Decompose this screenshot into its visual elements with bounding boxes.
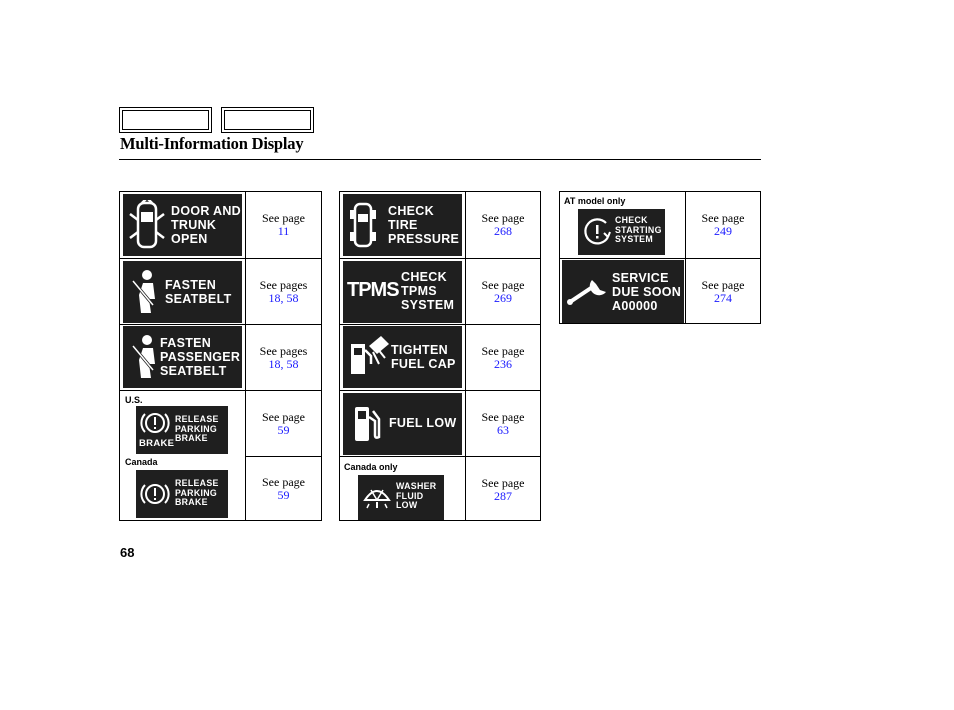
nav-button-1[interactable] — [119, 107, 212, 133]
icon-text: DOOR AND TRUNK OPEN — [171, 204, 241, 246]
page-link[interactable]: 18, 58 — [268, 291, 299, 305]
table-row — [120, 324, 321, 390]
indicator-table-2 — [339, 191, 541, 521]
starting-system-icon — [578, 209, 665, 255]
tpms-icon — [343, 261, 462, 323]
fuel-cap-icon — [343, 326, 462, 388]
table-row — [120, 258, 321, 324]
table-row — [120, 390, 321, 456]
icon-text: FASTEN SEATBELT — [165, 278, 232, 306]
table-row — [120, 456, 321, 520]
table-row — [340, 390, 540, 456]
table-row — [340, 258, 540, 324]
page-link[interactable]: 269 — [494, 291, 512, 305]
region-tag: U.S. — [125, 395, 143, 405]
seatbelt-icon — [123, 261, 242, 323]
icon-sub-text: BRAKE — [139, 438, 175, 449]
page-reference: See page 249 — [686, 212, 760, 238]
page-link[interactable]: 236 — [494, 357, 512, 371]
table-row — [340, 192, 540, 258]
page-link[interactable]: 59 — [277, 488, 290, 502]
brake-warning-icon — [136, 470, 228, 518]
page-link[interactable]: 268 — [494, 224, 512, 238]
nav-button-2[interactable] — [221, 107, 314, 133]
icon-text: CHECK TPMS SYSTEM — [401, 270, 455, 312]
indicator-table-1 — [119, 191, 322, 521]
table-row — [340, 456, 540, 520]
icon-sub-text: TPMS — [347, 279, 399, 301]
icon-text: FASTEN PASSENGER SEATBELT — [160, 336, 241, 378]
page-reference: See pages 18, 58 — [246, 279, 321, 305]
page-link[interactable]: 11 — [277, 224, 290, 238]
page-number: 68 — [120, 545, 135, 560]
icon-text: CHECK STARTING SYSTEM — [615, 215, 662, 245]
region-tag: Canada only — [344, 462, 398, 472]
page-link[interactable]: 287 — [494, 489, 512, 503]
icon-text: WASHER FLUID LOW — [396, 481, 437, 511]
page-reference: See page 274 — [686, 279, 760, 305]
tire-pressure-icon — [343, 194, 462, 256]
icon-text: RELEASE PARKING BRAKE — [175, 478, 219, 508]
door-trunk-open-icon — [123, 194, 242, 256]
table-row — [560, 258, 760, 323]
icon-text: CHECK TIRE PRESSURE — [388, 204, 460, 246]
washer-fluid-icon — [358, 475, 444, 520]
fuel-pump-icon — [343, 393, 462, 455]
page-reference: See page 236 — [466, 345, 540, 371]
passenger-seatbelt-icon — [123, 326, 242, 388]
page-reference: See page 59 — [246, 476, 321, 502]
page-reference: See page 59 — [246, 411, 321, 437]
brake-warning-icon — [136, 406, 228, 454]
icon-text: SERVICE DUE SOON A00000 — [612, 271, 682, 313]
page-reference: See pages 18, 58 — [246, 345, 321, 371]
page-link[interactable]: 18, 58 — [268, 357, 299, 371]
table-row — [340, 324, 540, 390]
icon-text: RELEASE PARKING BRAKE — [175, 414, 219, 444]
page-title: Multi-Information Display — [120, 134, 304, 153]
page-reference: See page 269 — [466, 279, 540, 305]
title-rule — [119, 159, 761, 160]
wrench-icon — [562, 260, 684, 323]
page-link[interactable]: 249 — [714, 224, 732, 238]
icon-text: TIGHTEN FUEL CAP — [391, 343, 456, 371]
page-link[interactable]: 274 — [714, 291, 732, 305]
region-tag: Canada — [125, 457, 158, 467]
table-row — [560, 192, 760, 258]
page-reference: See page 11 — [246, 212, 321, 238]
model-tag: AT model only — [564, 196, 626, 206]
page-link[interactable]: 59 — [277, 423, 290, 437]
table-row — [120, 192, 321, 258]
indicator-table-3 — [559, 191, 761, 324]
page-link[interactable]: 63 — [497, 423, 509, 437]
page-reference: See page 268 — [466, 212, 540, 238]
icon-text: FUEL LOW — [389, 416, 457, 430]
page-reference: See page 287 — [466, 477, 540, 503]
page-reference: See page 63 — [466, 411, 540, 437]
